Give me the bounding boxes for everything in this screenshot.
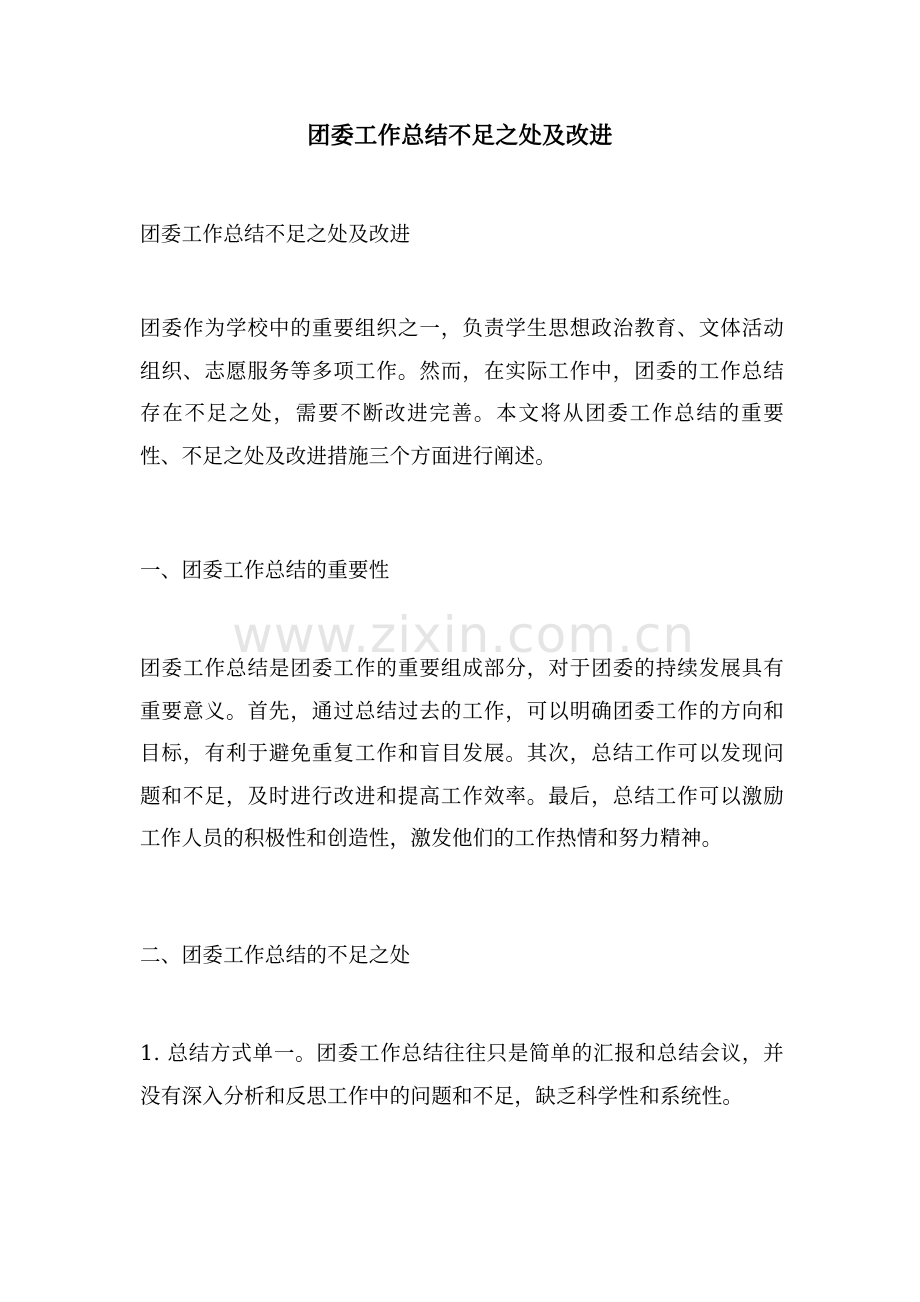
document-subtitle: 团委工作总结不足之处及改进 — [140, 222, 411, 246]
intro-paragraph: 团委作为学校中的重要组织之一，负责学生思想政治教育、文体活动组织、志愿服务等多项工作。然而，在实际工作中，团委的工作总结存在不足之处，需要不断改进完善。本文将从团委工作总结的重要性、不足之处及改进措施三个方面进行阐述。 — [140, 316, 784, 468]
document-title: 团委工作总结不足之处及改进 — [307, 122, 613, 149]
section1-paragraph: 团委工作总结是团委工作的重要组成部分，对于团委的持续发展具有重要意义。首先，通过总结过去的工作，可以明确团委工作的方向和目标，有利于避免重复工作和盲目发展。其次，总结工作可以发现问题和不足，及时进行改进和提高工作效率。最后，总结工作可以激励工作人员的积极性和创造性，激发他们的工作热情和努力精神。 — [140, 656, 784, 850]
section2-heading: 二、团委工作总结的不足之处 — [140, 943, 411, 967]
watermark: www.zixin.com.cn — [232, 606, 696, 664]
section1-heading: 一、团委工作总结的重要性 — [140, 558, 390, 582]
section2-item-1: 1. 总结方式单一。团委工作总结往往只是简单的汇报和总结会议，并没有深入分析和反思工作中的问题和不足，缺乏科学性和系统性。 — [140, 1041, 784, 1108]
